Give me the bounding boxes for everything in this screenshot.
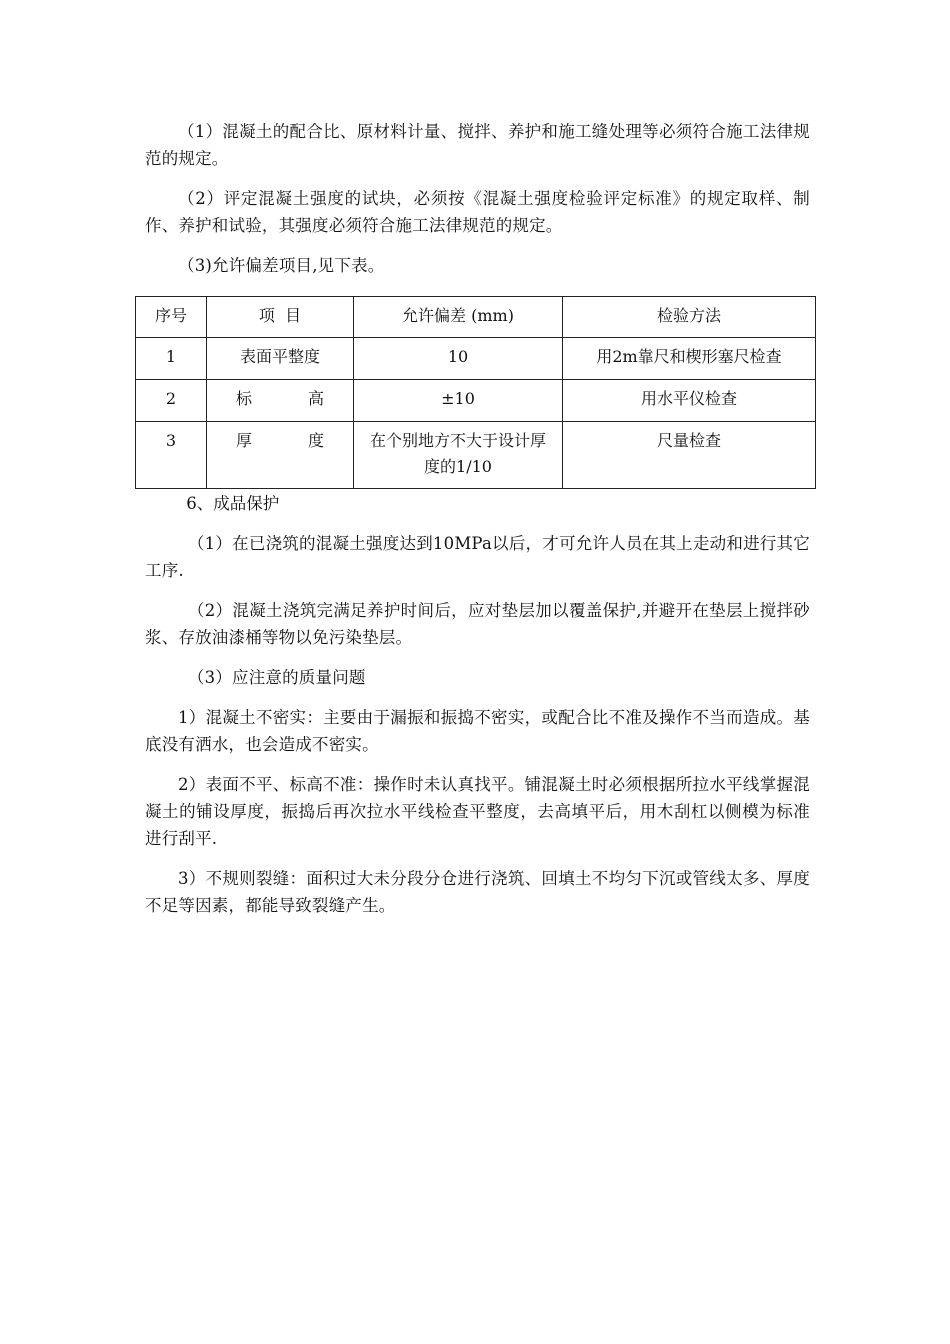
row3-item bbox=[207, 422, 354, 489]
row3-item-label: 厚 度 bbox=[236, 431, 324, 450]
row1-item: 表面平整度 bbox=[207, 338, 354, 380]
intro-paragraph-3: （3)允许偏差项目,见下表。 bbox=[178, 256, 385, 275]
row2-deviation: ±10 bbox=[354, 380, 563, 422]
section-6-paragraph-2: （2）混凝土浇筑完满足养护时间后，应对垫层加以覆盖保护,并避开在垫层上搅拌砂浆、存放油漆桶等物以免污染垫层。 bbox=[145, 601, 810, 647]
table-row bbox=[136, 338, 816, 380]
header-method: 检验方法 bbox=[563, 297, 816, 338]
row3-seq: 3 bbox=[136, 422, 207, 489]
section-6-paragraph-1: （1）在已浇筑的混凝土强度达到10MPa以后，才可允许人员在其上走动和进行其它工序. bbox=[145, 534, 810, 580]
intro-paragraph-1: （1）混凝土的配合比、原材料计量、搅拌、养护和施工缝处理等必须符合施工法律规范的规定。 bbox=[145, 122, 810, 168]
row3-deviation: 在个别地方不大于设计厚度的1/10 bbox=[354, 422, 563, 489]
section-6 bbox=[145, 490, 810, 932]
header-deviation: 允许偏差 (mm) bbox=[354, 297, 563, 338]
header-seq: 序号 bbox=[136, 297, 207, 338]
section-6-heading: 6、成品保护 bbox=[186, 494, 280, 513]
header-item-label: 项 目 bbox=[258, 306, 302, 325]
header-item bbox=[207, 297, 354, 338]
row2-seq: 2 bbox=[136, 380, 207, 422]
table-header-row bbox=[136, 297, 816, 338]
quality-issue-2: 2）表面不平、标高不准：操作时未认真找平。铺混凝土时必须根据所拉水平线掌握混凝土的铺设厚度，振捣后再次拉水平线检查平整度，去高填平后，用木刮杠以侧模为标准进行刮平. bbox=[145, 775, 810, 848]
row2-item-label: 标 高 bbox=[236, 389, 324, 408]
row2-method: 用水平仪检查 bbox=[563, 380, 816, 422]
tolerance-table bbox=[135, 296, 816, 489]
row1-seq: 1 bbox=[136, 338, 207, 380]
row3-method: 尺量检查 bbox=[563, 422, 816, 489]
quality-issue-3: 3）不规则裂缝：面积过大未分段分仓进行浇筑、回填土不均匀下沉或管线太多、厚度不足等因素，都能导致裂缝产生。 bbox=[145, 869, 810, 915]
table-row bbox=[136, 422, 816, 489]
row1-deviation: 10 bbox=[354, 338, 563, 380]
quality-issue-1: 1）混凝土不密实：主要由于漏振和振捣不密实，或配合比不准及操作不当而造成。基底没有洒水，也会造成不密实。 bbox=[145, 708, 810, 754]
table-row bbox=[136, 380, 816, 422]
row1-method: 用2m靠尺和楔形塞尺检查 bbox=[563, 338, 816, 380]
intro-section bbox=[145, 118, 810, 292]
section-6-paragraph-3: （3）应注意的质量问题 bbox=[187, 668, 366, 687]
row2-item bbox=[207, 380, 354, 422]
intro-paragraph-2: （2）评定混凝土强度的试块，必须按《混凝土强度检验评定标准》的规定取样、制作、养护和试验，其强度必须符合施工法律规范的规定。 bbox=[145, 189, 810, 235]
